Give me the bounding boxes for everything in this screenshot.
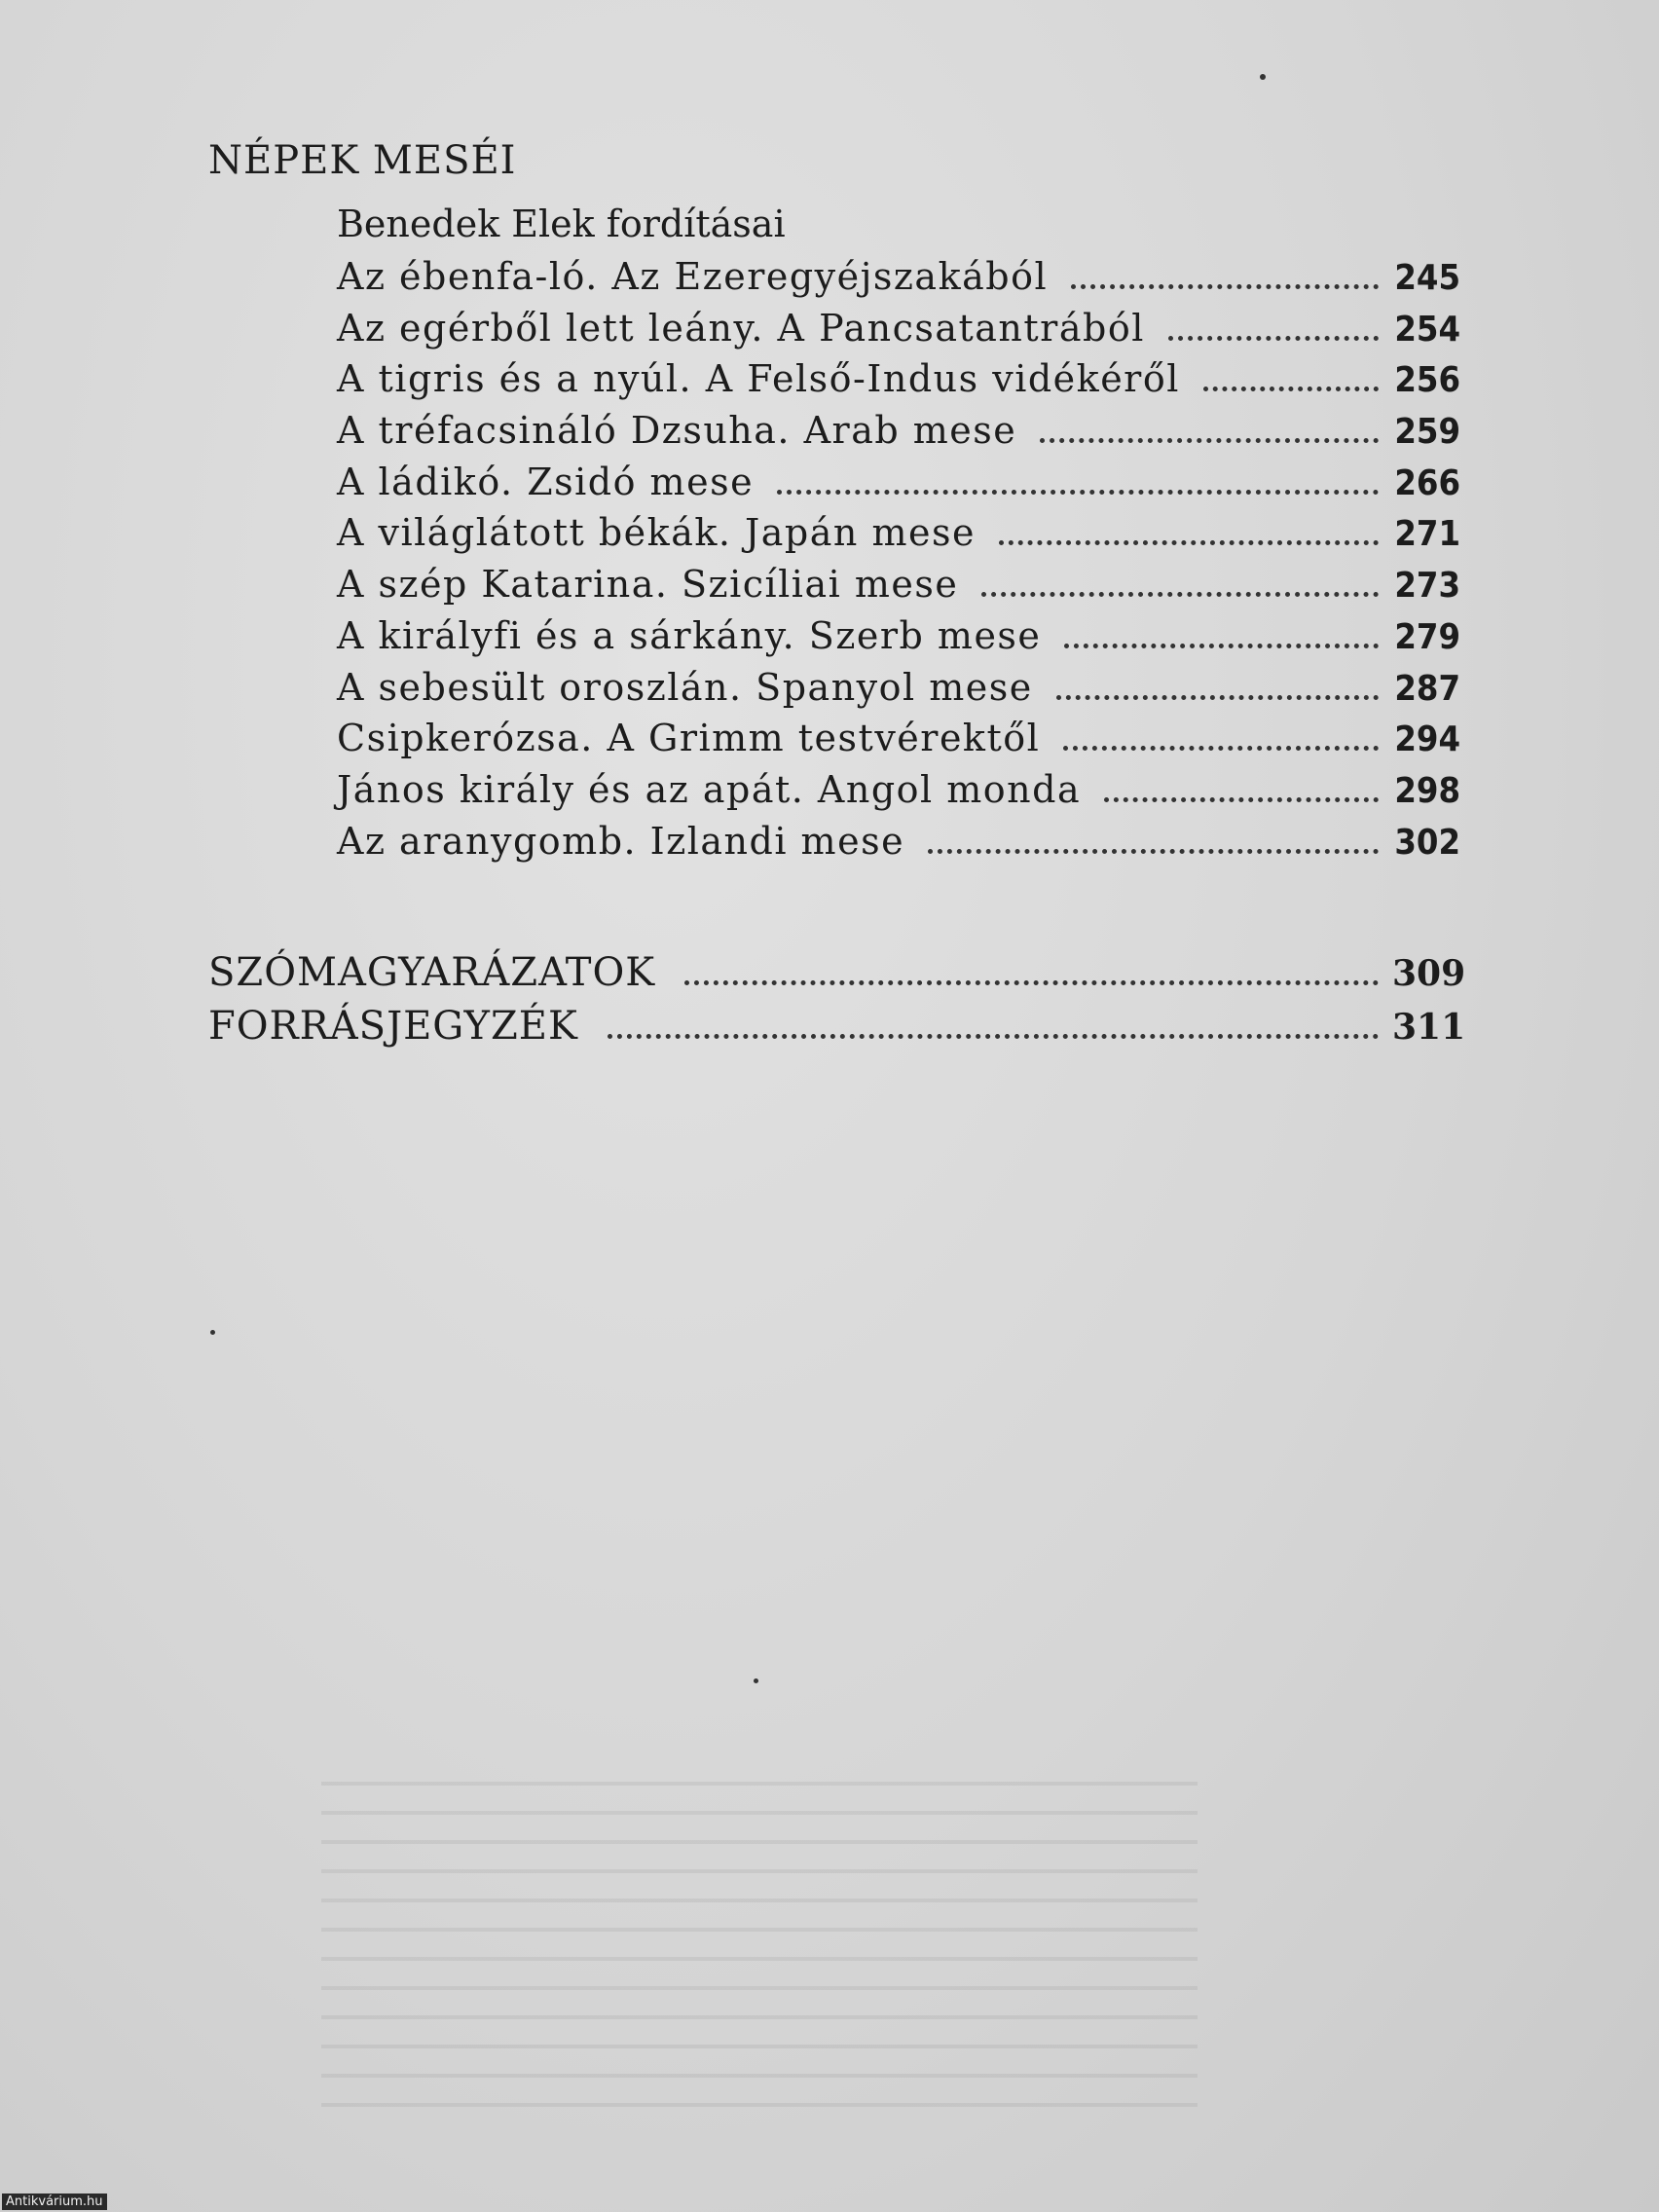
toc-entry-page-number: 279 bbox=[1394, 616, 1460, 657]
toc-entry-page-number: 256 bbox=[1394, 360, 1460, 401]
main-entry bbox=[208, 950, 1466, 1004]
paper-speck bbox=[210, 1330, 215, 1335]
toc-entry-title: A tigris és a nyúl. A Felső-Indus vidékéről bbox=[337, 357, 1180, 401]
toc-entry-page-number: 259 bbox=[1394, 412, 1460, 453]
dot-leader bbox=[1168, 336, 1379, 341]
toc-entry-page-number: 273 bbox=[1394, 566, 1460, 607]
dot-leader bbox=[928, 849, 1379, 854]
toc-entry-page-number: 287 bbox=[1394, 668, 1460, 709]
toc-entry bbox=[337, 357, 1460, 409]
dot-leader bbox=[684, 980, 1379, 985]
main-entry-title: SZÓMAGYARÁZATOK bbox=[208, 950, 656, 995]
toc-entry-title: A tréfacsináló Dzsuha. Arab mese bbox=[337, 409, 1017, 453]
section-subtitle: Benedek Elek fordításai bbox=[337, 203, 786, 245]
toc-entry bbox=[337, 666, 1460, 718]
toc-entry bbox=[337, 511, 1460, 563]
toc-list bbox=[337, 255, 1460, 870]
toc-entry-page-number: 298 bbox=[1394, 770, 1460, 811]
dot-leader bbox=[1056, 695, 1379, 700]
toc-entry bbox=[337, 768, 1460, 820]
main-entry-title: FORRÁSJEGYZÉK bbox=[208, 1004, 578, 1049]
toc-entry-page-number: 245 bbox=[1394, 258, 1460, 298]
toc-entry-page-number: 266 bbox=[1394, 462, 1460, 503]
toc-entry bbox=[337, 409, 1460, 461]
toc-entry-title: A szép Katarina. Szicíliai mese bbox=[337, 563, 959, 607]
dot-leader bbox=[777, 490, 1379, 495]
dot-leader bbox=[999, 540, 1379, 545]
dot-leader bbox=[1063, 746, 1379, 751]
toc-entry-page-number: 302 bbox=[1394, 822, 1460, 863]
toc-entry bbox=[337, 717, 1460, 768]
toc-entry-page-number: 294 bbox=[1394, 719, 1460, 760]
toc-entry-title: Az egérből lett leány. A Pancsatantrából bbox=[337, 306, 1145, 350]
section-title: NÉPEK MESÉI bbox=[208, 138, 517, 183]
dot-leader bbox=[1071, 284, 1379, 289]
toc-entry-title: Az aranygomb. Izlandi mese bbox=[337, 819, 905, 863]
toc-entry bbox=[337, 307, 1460, 358]
show-through-text bbox=[321, 1782, 1198, 2113]
toc-entry-page-number: 271 bbox=[1394, 514, 1460, 555]
dot-leader bbox=[1064, 644, 1379, 648]
dot-leader bbox=[1040, 438, 1379, 443]
main-toc-list bbox=[208, 950, 1466, 1057]
toc-entry-title: Csipkerózsa. A Grimm testvérektől bbox=[337, 717, 1041, 760]
toc-entry bbox=[337, 820, 1460, 871]
toc-entry-page-number: 254 bbox=[1394, 309, 1460, 350]
paper-speck bbox=[1260, 74, 1266, 80]
toc-entry bbox=[337, 563, 1460, 614]
toc-entry bbox=[337, 614, 1460, 666]
main-entry-page-number: 311 bbox=[1392, 1007, 1466, 1048]
main-entry-page-number: 309 bbox=[1392, 953, 1466, 994]
dot-leader bbox=[1104, 797, 1379, 802]
toc-entry-title: A királyfi és a sárkány. Szerb mese bbox=[337, 613, 1042, 657]
dot-leader bbox=[1203, 387, 1379, 391]
main-entry bbox=[208, 1004, 1466, 1057]
watermark: Antikvárium.hu bbox=[2, 2194, 107, 2210]
dot-leader bbox=[608, 1034, 1379, 1039]
dot-leader bbox=[981, 592, 1379, 597]
toc-entry-title: A sebesült oroszlán. Spanyol mese bbox=[337, 665, 1033, 709]
toc-entry-title: A ládikó. Zsidó mese bbox=[337, 460, 755, 503]
toc-entry bbox=[337, 255, 1460, 307]
toc-entry-title: János király és az apát. Angol monda bbox=[337, 767, 1082, 811]
toc-entry-title: Az ébenfa-ló. Az Ezeregyéjszakából bbox=[337, 255, 1049, 298]
paper-speck bbox=[754, 1678, 758, 1683]
toc-entry bbox=[337, 461, 1460, 512]
toc-entry-title: A világlátott békák. Japán mese bbox=[337, 511, 976, 555]
